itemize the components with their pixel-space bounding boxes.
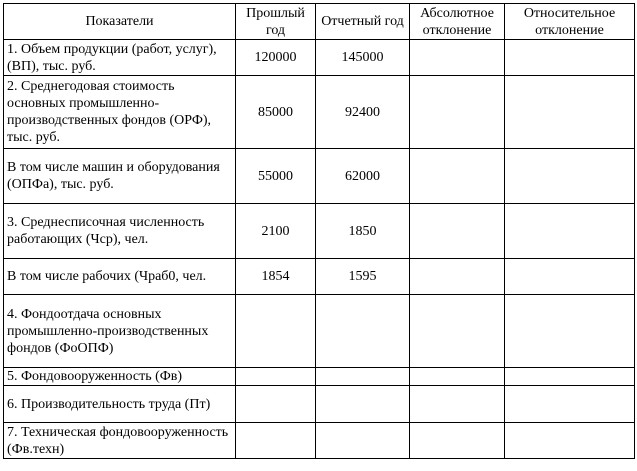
previous-year-value: 85000 [236, 76, 316, 149]
table-row [4, 149, 635, 204]
current-year-value: 1850 [316, 204, 410, 259]
row-label: В том числе рабочих (Чраб0, чел. [4, 259, 236, 295]
previous-year-value [236, 386, 316, 423]
relative-deviation-value [505, 40, 635, 76]
indicators-table [3, 3, 635, 459]
header-absolute-deviation: Абсолютное отклонение [410, 4, 505, 40]
current-year-value [316, 368, 410, 386]
absolute-deviation-value [410, 368, 505, 386]
relative-deviation-value [505, 149, 635, 204]
header-indicators: Показатели [4, 4, 236, 40]
previous-year-value: 120000 [236, 40, 316, 76]
current-year-value: 92400 [316, 76, 410, 149]
current-year-value: 62000 [316, 149, 410, 204]
table-row [4, 76, 635, 149]
row-label: 2. Среднегодовая стоимость основных промышленно-производственных фондов (ОРФ), тыс. руб. [4, 76, 236, 149]
header-relative-deviation: Относительное отклонение [505, 4, 635, 40]
relative-deviation-value [505, 368, 635, 386]
absolute-deviation-value [410, 40, 505, 76]
relative-deviation-value [505, 259, 635, 295]
previous-year-value [236, 423, 316, 459]
absolute-deviation-value [410, 423, 505, 459]
row-label: 5. Фондовооруженность (Фв) [4, 368, 236, 386]
table-row [4, 204, 635, 259]
row-label: 6. Производительность труда (Пт) [4, 386, 236, 423]
previous-year-value: 1854 [236, 259, 316, 295]
previous-year-value: 55000 [236, 149, 316, 204]
absolute-deviation-value [410, 259, 505, 295]
header-previous-year: Прошлый год [236, 4, 316, 40]
absolute-deviation-value [410, 149, 505, 204]
header-row [4, 4, 635, 40]
previous-year-value [236, 368, 316, 386]
absolute-deviation-value [410, 76, 505, 149]
current-year-value [316, 386, 410, 423]
table-row [4, 423, 635, 459]
relative-deviation-value [505, 204, 635, 259]
row-label: 3. Среднесписочная численность работающих (Чср), чел. [4, 204, 236, 259]
current-year-value [316, 423, 410, 459]
relative-deviation-value [505, 386, 635, 423]
current-year-value [316, 295, 410, 368]
table-row [4, 368, 635, 386]
current-year-value: 145000 [316, 40, 410, 76]
absolute-deviation-value [410, 295, 505, 368]
row-label: 4. Фондоотдача основных промышленно-производственных фондов (ФоОПФ) [4, 295, 236, 368]
previous-year-value: 2100 [236, 204, 316, 259]
relative-deviation-value [505, 295, 635, 368]
relative-deviation-value [505, 76, 635, 149]
relative-deviation-value [505, 423, 635, 459]
table-row [4, 386, 635, 423]
previous-year-value [236, 295, 316, 368]
row-label: 1. Объем продукции (работ, услуг), (ВП), тыс. руб. [4, 40, 236, 76]
header-current-year: Отчетный год [316, 4, 410, 40]
table-row [4, 40, 635, 76]
current-year-value: 1595 [316, 259, 410, 295]
table-row [4, 259, 635, 295]
absolute-deviation-value [410, 204, 505, 259]
absolute-deviation-value [410, 386, 505, 423]
row-label: В том числе машин и оборудования (ОПФа), тыс. руб. [4, 149, 236, 204]
table-row [4, 295, 635, 368]
row-label: 7. Техническая фондовооруженность (Фв.техн) [4, 423, 236, 459]
